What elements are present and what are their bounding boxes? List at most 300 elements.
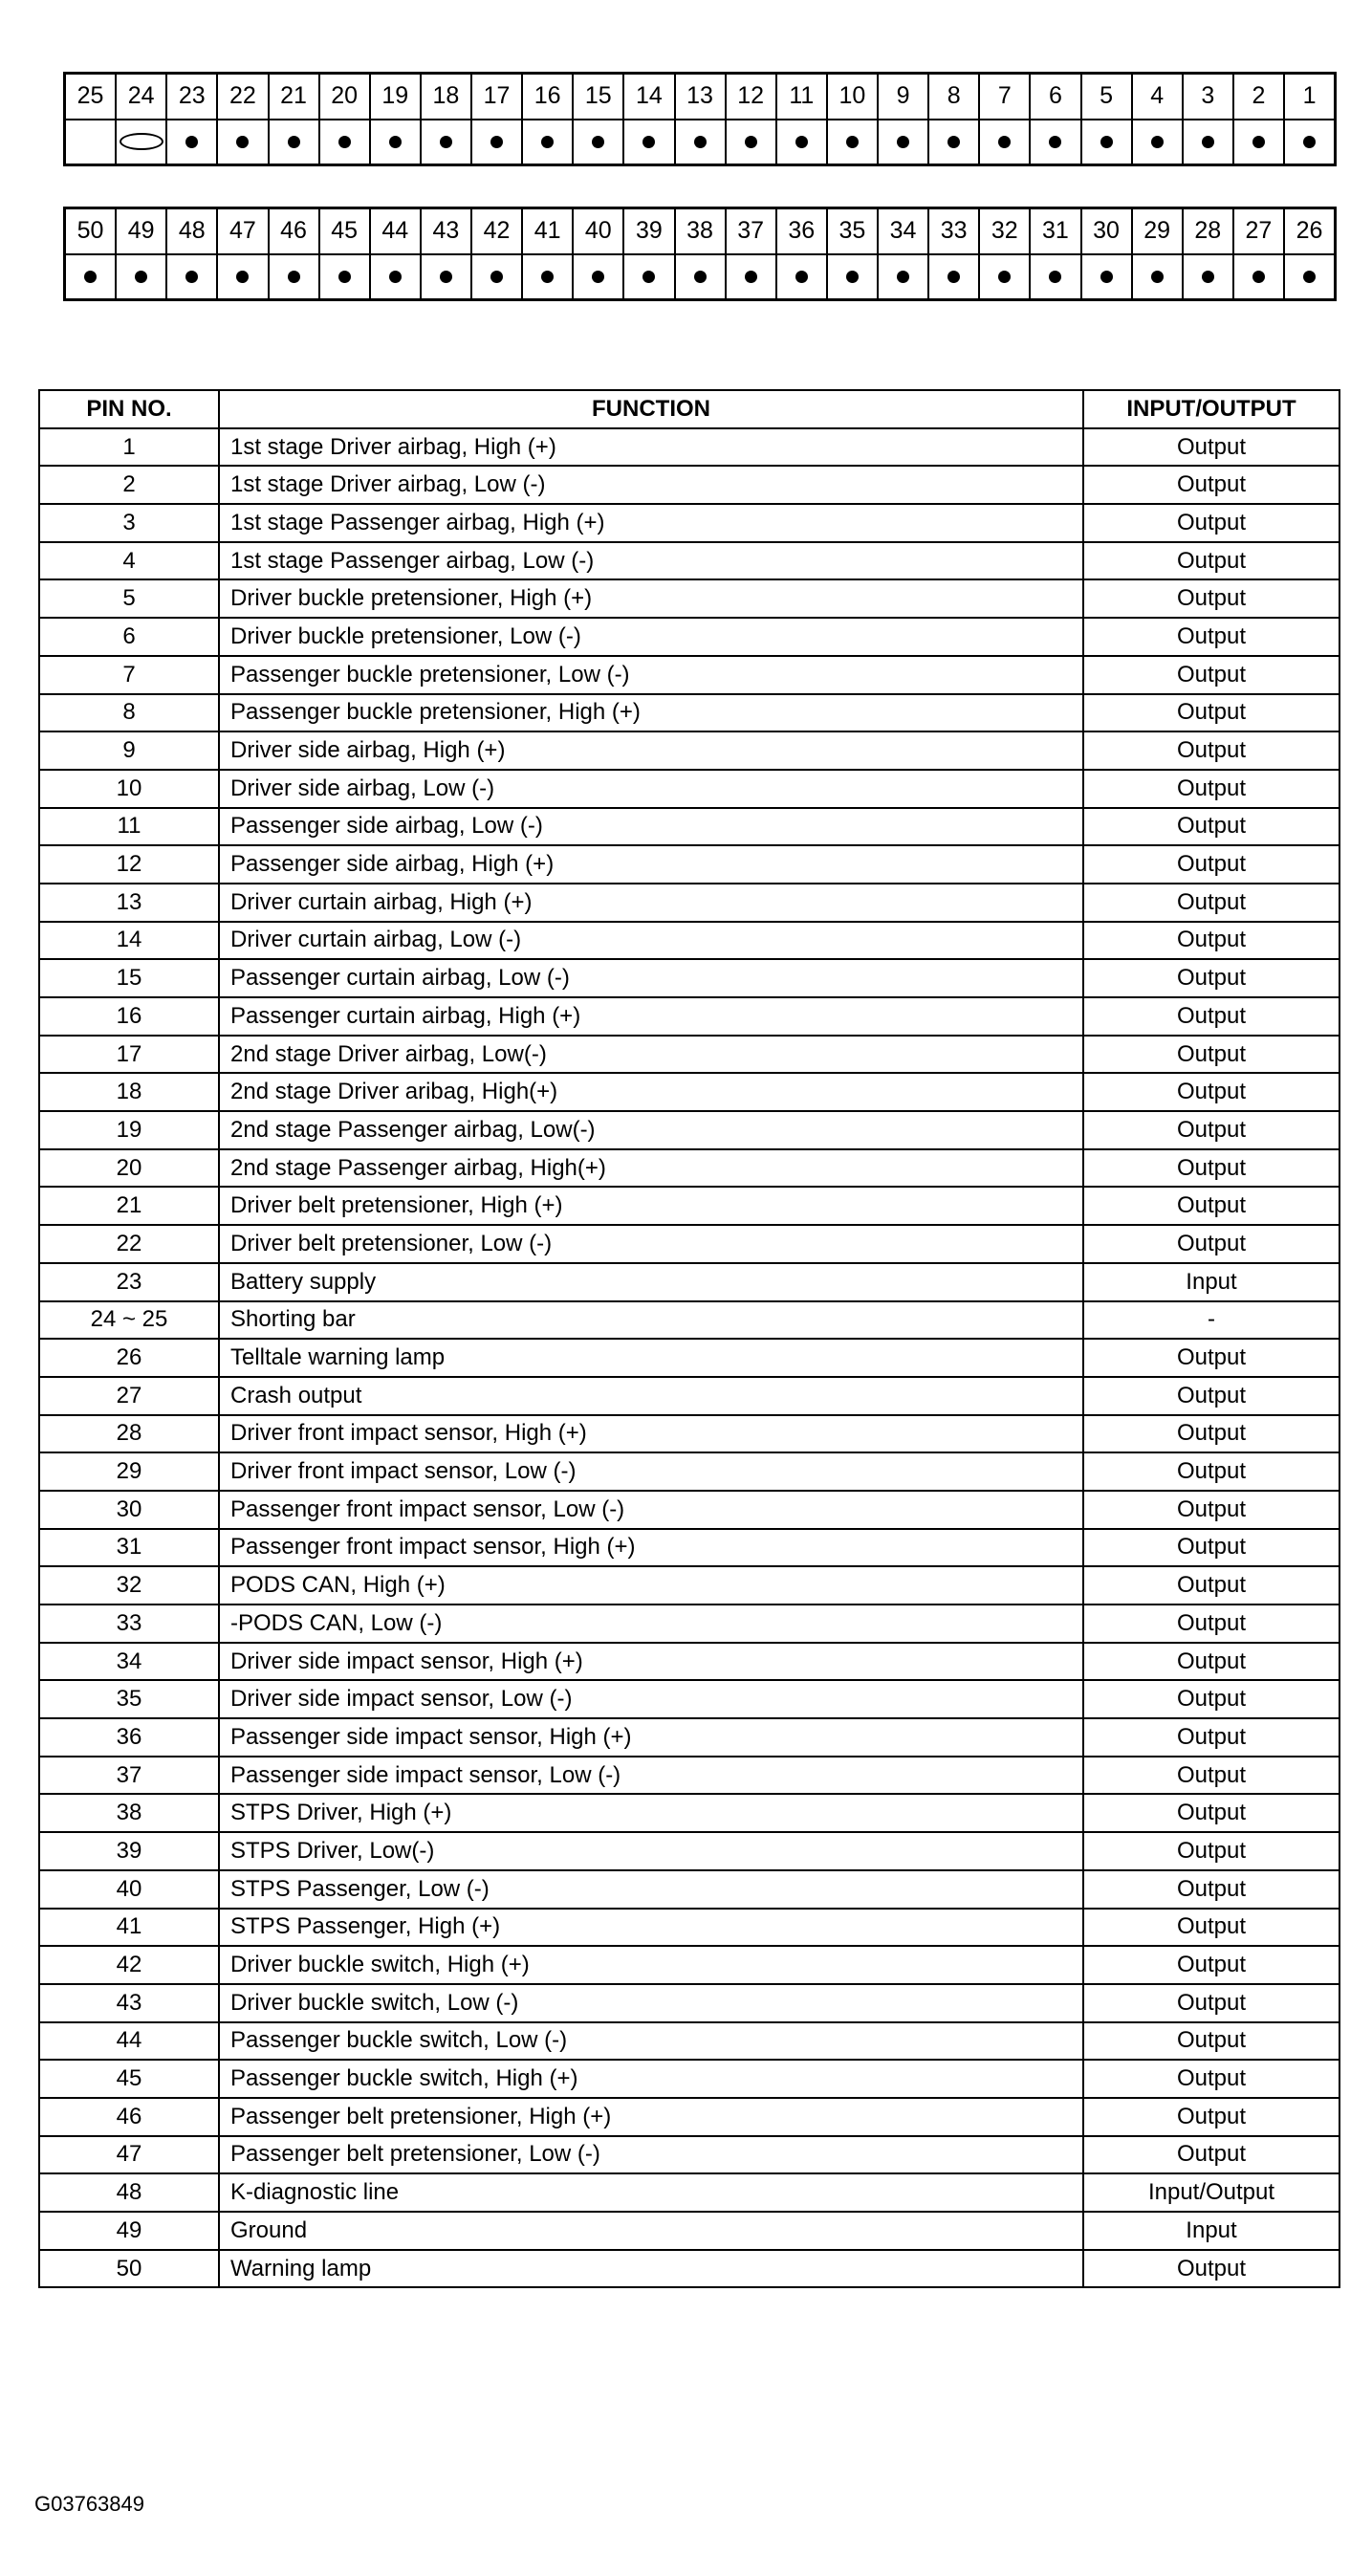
connector-pin-10 bbox=[826, 75, 877, 164]
io-cell: Output bbox=[1083, 1187, 1339, 1225]
connector-pin-13 bbox=[674, 75, 725, 164]
pin-number-cell: 42 bbox=[39, 1946, 219, 1984]
pin-terminal bbox=[980, 120, 1029, 164]
pin-number-cell: 12 bbox=[39, 845, 219, 884]
table-row bbox=[39, 1187, 1339, 1225]
pin-number: 25 bbox=[66, 75, 115, 120]
function-cell: Passenger curtain airbag, Low (-) bbox=[219, 959, 1083, 997]
function-cell: Passenger curtain airbag, High (+) bbox=[219, 997, 1083, 1036]
function-cell: Passenger belt pretensioner, High (+) bbox=[219, 2098, 1083, 2136]
io-cell: Output bbox=[1083, 1491, 1339, 1529]
pin-terminal bbox=[167, 120, 216, 164]
pin-number: 37 bbox=[727, 209, 775, 255]
pin-number: 29 bbox=[1133, 209, 1182, 255]
table-row bbox=[39, 1605, 1339, 1643]
pin-number-cell: 36 bbox=[39, 1718, 219, 1757]
pin-terminal bbox=[879, 255, 927, 299]
connector-pin-30 bbox=[1080, 209, 1131, 298]
io-cell: Output bbox=[1083, 808, 1339, 846]
pin-terminal bbox=[523, 255, 572, 299]
io-cell: Output bbox=[1083, 1529, 1339, 1567]
connector-pin-21 bbox=[268, 75, 318, 164]
function-cell: Passenger side airbag, High (+) bbox=[219, 845, 1083, 884]
terminal-dot-icon bbox=[998, 271, 1011, 283]
pin-number: 17 bbox=[472, 75, 521, 120]
pin-number-cell: 3 bbox=[39, 504, 219, 542]
pin-number: 32 bbox=[980, 209, 1029, 255]
pin-number-cell: 10 bbox=[39, 770, 219, 808]
terminal-dot-icon bbox=[389, 136, 402, 148]
pin-number: 48 bbox=[167, 209, 216, 255]
terminal-dot-icon bbox=[795, 271, 808, 283]
table-row bbox=[39, 2022, 1339, 2061]
pin-function-table bbox=[38, 389, 1340, 2288]
table-row bbox=[39, 1529, 1339, 1567]
connector-pin-9 bbox=[877, 75, 927, 164]
pin-number-cell: 23 bbox=[39, 1263, 219, 1301]
terminal-dot-icon bbox=[1151, 271, 1164, 283]
pin-terminal bbox=[1082, 120, 1131, 164]
terminal-dot-icon bbox=[1100, 271, 1113, 283]
table-row bbox=[39, 1680, 1339, 1718]
terminal-dot-icon bbox=[1303, 271, 1316, 283]
pin-number-cell: 21 bbox=[39, 1187, 219, 1225]
function-cell: Passenger front impact sensor, Low (-) bbox=[219, 1491, 1083, 1529]
table-row bbox=[39, 428, 1339, 467]
connector-row-bottom bbox=[63, 207, 1337, 301]
function-cell: Driver side impact sensor, High (+) bbox=[219, 1643, 1083, 1681]
function-cell: Passenger side airbag, Low (-) bbox=[219, 808, 1083, 846]
pin-terminal bbox=[624, 255, 673, 299]
table-row bbox=[39, 959, 1339, 997]
pin-number-cell: 20 bbox=[39, 1149, 219, 1188]
function-cell: 2nd stage Driver airbag, Low(-) bbox=[219, 1036, 1083, 1074]
pin-number: 45 bbox=[320, 209, 369, 255]
pin-number: 22 bbox=[218, 75, 267, 120]
pin-number: 47 bbox=[218, 209, 267, 255]
pin-number-cell: 49 bbox=[39, 2212, 219, 2250]
table-row bbox=[39, 618, 1339, 656]
table-row bbox=[39, 1984, 1339, 2022]
connector-pin-43 bbox=[420, 209, 470, 298]
pin-number: 49 bbox=[117, 209, 165, 255]
io-cell: Output bbox=[1083, 1794, 1339, 1832]
terminal-dot-icon bbox=[490, 136, 503, 148]
terminal-dot-icon bbox=[185, 136, 198, 148]
pin-terminal bbox=[1285, 255, 1334, 299]
table-row bbox=[39, 1452, 1339, 1491]
table-row bbox=[39, 1757, 1339, 1795]
connector-pin-22 bbox=[216, 75, 267, 164]
pin-terminal bbox=[320, 255, 369, 299]
function-cell: Driver side airbag, Low (-) bbox=[219, 770, 1083, 808]
io-cell: Output bbox=[1083, 1149, 1339, 1188]
function-cell: 2nd stage Driver aribag, High(+) bbox=[219, 1073, 1083, 1111]
connector-pin-23 bbox=[165, 75, 216, 164]
table-row bbox=[39, 2173, 1339, 2212]
pin-number: 24 bbox=[117, 75, 165, 120]
pin-number: 1 bbox=[1285, 75, 1334, 120]
table-row bbox=[39, 1377, 1339, 1415]
io-cell: Output bbox=[1083, 1111, 1339, 1149]
function-cell: Driver side airbag, High (+) bbox=[219, 731, 1083, 770]
pin-terminal bbox=[422, 255, 470, 299]
terminal-dot-icon bbox=[694, 136, 707, 148]
pin-terminal bbox=[371, 255, 420, 299]
header-function: FUNCTION bbox=[219, 390, 1083, 428]
pin-number: 23 bbox=[167, 75, 216, 120]
function-cell: K-diagnostic line bbox=[219, 2173, 1083, 2212]
terminal-dot-icon bbox=[642, 271, 655, 283]
pin-terminal bbox=[777, 120, 826, 164]
table-row bbox=[39, 1111, 1339, 1149]
io-cell: Output bbox=[1083, 1036, 1339, 1074]
table-row bbox=[39, 1946, 1339, 1984]
pin-terminal bbox=[320, 120, 369, 164]
terminal-dot-icon bbox=[338, 271, 351, 283]
connector-pin-50 bbox=[66, 209, 115, 298]
table-row bbox=[39, 2060, 1339, 2098]
pin-number: 11 bbox=[777, 75, 826, 120]
table-row bbox=[39, 1339, 1339, 1377]
io-cell: Output bbox=[1083, 1946, 1339, 1984]
pin-number: 26 bbox=[1285, 209, 1334, 255]
io-cell: Input/Output bbox=[1083, 2173, 1339, 2212]
pin-terminal bbox=[1082, 255, 1131, 299]
connector-pin-49 bbox=[115, 209, 165, 298]
pin-number-cell: 35 bbox=[39, 1680, 219, 1718]
table-row bbox=[39, 1794, 1339, 1832]
pin-number: 19 bbox=[371, 75, 420, 120]
function-cell: Passenger front impact sensor, High (+) bbox=[219, 1529, 1083, 1567]
pin-number-cell: 39 bbox=[39, 1832, 219, 1870]
connector-pin-48 bbox=[165, 209, 216, 298]
function-cell: Passenger buckle switch, Low (-) bbox=[219, 2022, 1083, 2061]
pin-terminal bbox=[574, 120, 622, 164]
connector-pin-25 bbox=[66, 75, 115, 164]
pin-terminal bbox=[727, 255, 775, 299]
pin-terminal bbox=[1234, 255, 1283, 299]
connector-pin-42 bbox=[470, 209, 521, 298]
function-cell: Ground bbox=[219, 2212, 1083, 2250]
io-cell: Output bbox=[1083, 959, 1339, 997]
table-row bbox=[39, 1149, 1339, 1188]
shorting-bar-mark bbox=[66, 120, 115, 164]
terminal-dot-icon bbox=[84, 271, 97, 283]
connector-pin-27 bbox=[1232, 209, 1283, 298]
pin-terminal bbox=[1234, 120, 1283, 164]
pin-number-cell: 44 bbox=[39, 2022, 219, 2061]
pin-number: 9 bbox=[879, 75, 927, 120]
function-cell: 1st stage Passenger airbag, High (+) bbox=[219, 504, 1083, 542]
pin-number-cell: 32 bbox=[39, 1566, 219, 1605]
terminal-dot-icon bbox=[795, 136, 808, 148]
pin-number-cell: 50 bbox=[39, 2250, 219, 2288]
function-cell: Driver curtain airbag, High (+) bbox=[219, 884, 1083, 922]
table-header-row bbox=[39, 390, 1339, 428]
connector-pin-12 bbox=[725, 75, 775, 164]
terminal-dot-icon bbox=[1151, 136, 1164, 148]
terminal-dot-icon bbox=[236, 136, 249, 148]
terminal-dot-icon bbox=[541, 271, 554, 283]
connector-pin-18 bbox=[420, 75, 470, 164]
pin-number: 44 bbox=[371, 209, 420, 255]
function-cell: STPS Passenger, Low (-) bbox=[219, 1870, 1083, 1909]
pin-number: 38 bbox=[676, 209, 725, 255]
terminal-dot-icon bbox=[592, 271, 604, 283]
pin-terminal bbox=[777, 255, 826, 299]
connector-pin-2 bbox=[1232, 75, 1283, 164]
function-cell: Driver buckle pretensioner, Low (-) bbox=[219, 618, 1083, 656]
terminal-dot-icon bbox=[541, 136, 554, 148]
connector-pin-44 bbox=[369, 209, 420, 298]
function-cell: PODS CAN, High (+) bbox=[219, 1566, 1083, 1605]
function-cell: STPS Driver, High (+) bbox=[219, 1794, 1083, 1832]
table-row bbox=[39, 1225, 1339, 1263]
pin-terminal bbox=[574, 255, 622, 299]
io-cell: Output bbox=[1083, 428, 1339, 467]
pin-number: 31 bbox=[1031, 209, 1079, 255]
function-cell: Shorting bar bbox=[219, 1301, 1083, 1340]
function-cell: Warning lamp bbox=[219, 2250, 1083, 2288]
pin-number: 20 bbox=[320, 75, 369, 120]
pin-number-cell: 26 bbox=[39, 1339, 219, 1377]
io-cell: Output bbox=[1083, 466, 1339, 504]
terminal-dot-icon bbox=[1049, 136, 1061, 148]
pin-terminal bbox=[472, 120, 521, 164]
function-cell: Passenger side impact sensor, High (+) bbox=[219, 1718, 1083, 1757]
connector-pin-5 bbox=[1080, 75, 1131, 164]
connector-pin-39 bbox=[622, 209, 673, 298]
pin-number-cell: 47 bbox=[39, 2136, 219, 2174]
connector-pin-29 bbox=[1131, 209, 1182, 298]
io-cell: Output bbox=[1083, 2250, 1339, 2288]
io-cell: Output bbox=[1083, 884, 1339, 922]
pin-terminal bbox=[727, 120, 775, 164]
table-row bbox=[39, 845, 1339, 884]
connector-pin-1 bbox=[1283, 75, 1334, 164]
pin-number-cell: 14 bbox=[39, 922, 219, 960]
pin-terminal bbox=[1133, 255, 1182, 299]
terminal-dot-icon bbox=[947, 271, 960, 283]
terminal-dot-icon bbox=[745, 271, 757, 283]
pin-terminal bbox=[218, 120, 267, 164]
pin-number: 15 bbox=[574, 75, 622, 120]
io-cell: Output bbox=[1083, 1566, 1339, 1605]
function-cell: STPS Passenger, High (+) bbox=[219, 1909, 1083, 1947]
pin-number: 2 bbox=[1234, 75, 1283, 120]
header-pin-no: PIN NO. bbox=[39, 390, 219, 428]
pin-number-cell: 1 bbox=[39, 428, 219, 467]
pin-number-cell: 2 bbox=[39, 466, 219, 504]
terminal-dot-icon bbox=[592, 136, 604, 148]
pin-number: 18 bbox=[422, 75, 470, 120]
function-cell: Driver buckle switch, Low (-) bbox=[219, 1984, 1083, 2022]
io-cell: Output bbox=[1083, 1605, 1339, 1643]
pin-terminal bbox=[1285, 120, 1334, 164]
table-row bbox=[39, 579, 1339, 618]
terminal-dot-icon bbox=[846, 271, 859, 283]
pin-number-cell: 17 bbox=[39, 1036, 219, 1074]
table-row bbox=[39, 770, 1339, 808]
table-row bbox=[39, 922, 1339, 960]
table-row bbox=[39, 1491, 1339, 1529]
function-cell: 1st stage Passenger airbag, Low (-) bbox=[219, 542, 1083, 580]
table-row bbox=[39, 1566, 1339, 1605]
pin-number-cell: 24 ~ 25 bbox=[39, 1301, 219, 1340]
table-row bbox=[39, 656, 1339, 694]
terminal-dot-icon bbox=[288, 136, 300, 148]
terminal-dot-icon bbox=[490, 271, 503, 283]
terminal-dot-icon bbox=[1202, 271, 1214, 283]
pin-number-cell: 27 bbox=[39, 1377, 219, 1415]
pin-number: 21 bbox=[270, 75, 318, 120]
connector-pin-40 bbox=[572, 209, 622, 298]
io-cell: Output bbox=[1083, 922, 1339, 960]
pin-number-cell: 8 bbox=[39, 694, 219, 732]
pin-terminal bbox=[929, 120, 978, 164]
pin-terminal bbox=[270, 120, 318, 164]
pin-number-cell: 48 bbox=[39, 2173, 219, 2212]
pin-number-cell: 13 bbox=[39, 884, 219, 922]
function-cell: 2nd stage Passenger airbag, High(+) bbox=[219, 1149, 1083, 1188]
connector-row-top bbox=[63, 72, 1337, 166]
connector-pin-19 bbox=[369, 75, 420, 164]
pin-terminal bbox=[879, 120, 927, 164]
pin-terminal bbox=[624, 120, 673, 164]
connector-pin-15 bbox=[572, 75, 622, 164]
table-row bbox=[39, 2250, 1339, 2288]
io-cell: Output bbox=[1083, 618, 1339, 656]
connector-pin-26 bbox=[1283, 209, 1334, 298]
connector-pin-8 bbox=[927, 75, 978, 164]
io-cell: Output bbox=[1083, 504, 1339, 542]
pin-terminal bbox=[1031, 120, 1079, 164]
io-cell: Output bbox=[1083, 1680, 1339, 1718]
pin-number: 30 bbox=[1082, 209, 1131, 255]
function-cell: 1st stage Driver airbag, Low (-) bbox=[219, 466, 1083, 504]
connector-pin-45 bbox=[318, 209, 369, 298]
function-cell: Driver buckle pretensioner, High (+) bbox=[219, 579, 1083, 618]
io-cell: Output bbox=[1083, 2060, 1339, 2098]
pin-terminal bbox=[1133, 120, 1182, 164]
table-row bbox=[39, 1036, 1339, 1074]
pin-number-cell: 37 bbox=[39, 1757, 219, 1795]
pin-number-cell: 18 bbox=[39, 1073, 219, 1111]
pin-number: 5 bbox=[1082, 75, 1131, 120]
function-cell: Crash output bbox=[219, 1377, 1083, 1415]
terminal-dot-icon bbox=[440, 271, 452, 283]
connector-pin-17 bbox=[470, 75, 521, 164]
pin-number-cell: 38 bbox=[39, 1794, 219, 1832]
terminal-dot-icon bbox=[288, 271, 300, 283]
function-cell: Driver buckle switch, High (+) bbox=[219, 1946, 1083, 1984]
terminal-dot-icon bbox=[236, 271, 249, 283]
terminal-dot-icon bbox=[135, 271, 147, 283]
pin-terminal bbox=[1031, 255, 1079, 299]
pin-number-cell: 16 bbox=[39, 997, 219, 1036]
pin-number-cell: 5 bbox=[39, 579, 219, 618]
table-row bbox=[39, 1263, 1339, 1301]
connector-pin-47 bbox=[216, 209, 267, 298]
function-cell: Passenger side impact sensor, Low (-) bbox=[219, 1757, 1083, 1795]
io-cell: Output bbox=[1083, 656, 1339, 694]
connector-pin-11 bbox=[775, 75, 826, 164]
connector-pin-36 bbox=[775, 209, 826, 298]
table-row bbox=[39, 1909, 1339, 1947]
pin-number-cell: 41 bbox=[39, 1909, 219, 1947]
connector-pin-6 bbox=[1029, 75, 1079, 164]
pin-number-cell: 30 bbox=[39, 1491, 219, 1529]
pin-terminal bbox=[980, 255, 1029, 299]
terminal-dot-icon bbox=[947, 136, 960, 148]
pin-number-cell: 46 bbox=[39, 2098, 219, 2136]
function-cell: Battery supply bbox=[219, 1263, 1083, 1301]
io-cell: Output bbox=[1083, 694, 1339, 732]
connector-pin-38 bbox=[674, 209, 725, 298]
figure-id: G03763849 bbox=[34, 2492, 144, 2516]
function-cell: Passenger belt pretensioner, Low (-) bbox=[219, 2136, 1083, 2174]
connector-pin-37 bbox=[725, 209, 775, 298]
terminal-dot-icon bbox=[1202, 136, 1214, 148]
io-cell: Output bbox=[1083, 1909, 1339, 1947]
connector-pin-33 bbox=[927, 209, 978, 298]
pin-terminal bbox=[828, 255, 877, 299]
pin-number: 3 bbox=[1184, 75, 1232, 120]
pin-number: 6 bbox=[1031, 75, 1079, 120]
terminal-dot-icon bbox=[642, 136, 655, 148]
shorting-bar-mark bbox=[117, 120, 165, 164]
table-row bbox=[39, 504, 1339, 542]
pin-terminal bbox=[1184, 255, 1232, 299]
pin-number-cell: 15 bbox=[39, 959, 219, 997]
table-row bbox=[39, 466, 1339, 504]
pin-number-cell: 7 bbox=[39, 656, 219, 694]
table-row bbox=[39, 1415, 1339, 1453]
pin-number: 28 bbox=[1184, 209, 1232, 255]
connector-pin-41 bbox=[521, 209, 572, 298]
function-cell: 1st stage Driver airbag, High (+) bbox=[219, 428, 1083, 467]
pin-number: 12 bbox=[727, 75, 775, 120]
connector-pin-32 bbox=[978, 209, 1029, 298]
io-cell: Output bbox=[1083, 1415, 1339, 1453]
pin-number: 41 bbox=[523, 209, 572, 255]
pin-number: 40 bbox=[574, 209, 622, 255]
pin-number: 16 bbox=[523, 75, 572, 120]
io-cell: Output bbox=[1083, 2022, 1339, 2061]
pin-number-cell: 31 bbox=[39, 1529, 219, 1567]
table-row bbox=[39, 2136, 1339, 2174]
table-row bbox=[39, 1870, 1339, 1909]
connector-pin-35 bbox=[826, 209, 877, 298]
pin-number: 10 bbox=[828, 75, 877, 120]
terminal-dot-icon bbox=[1049, 271, 1061, 283]
pin-number: 8 bbox=[929, 75, 978, 120]
table-row bbox=[39, 694, 1339, 732]
function-cell: Passenger buckle switch, High (+) bbox=[219, 2060, 1083, 2098]
io-cell: Output bbox=[1083, 770, 1339, 808]
connector-pin-16 bbox=[521, 75, 572, 164]
pin-terminal bbox=[1184, 120, 1232, 164]
terminal-dot-icon bbox=[1252, 271, 1265, 283]
pin-terminal bbox=[676, 255, 725, 299]
pin-terminal bbox=[828, 120, 877, 164]
io-cell: Input bbox=[1083, 1263, 1339, 1301]
io-cell: Output bbox=[1083, 1073, 1339, 1111]
shorting-bar-icon bbox=[120, 133, 163, 150]
pin-number: 50 bbox=[66, 209, 115, 255]
pin-number: 39 bbox=[624, 209, 673, 255]
